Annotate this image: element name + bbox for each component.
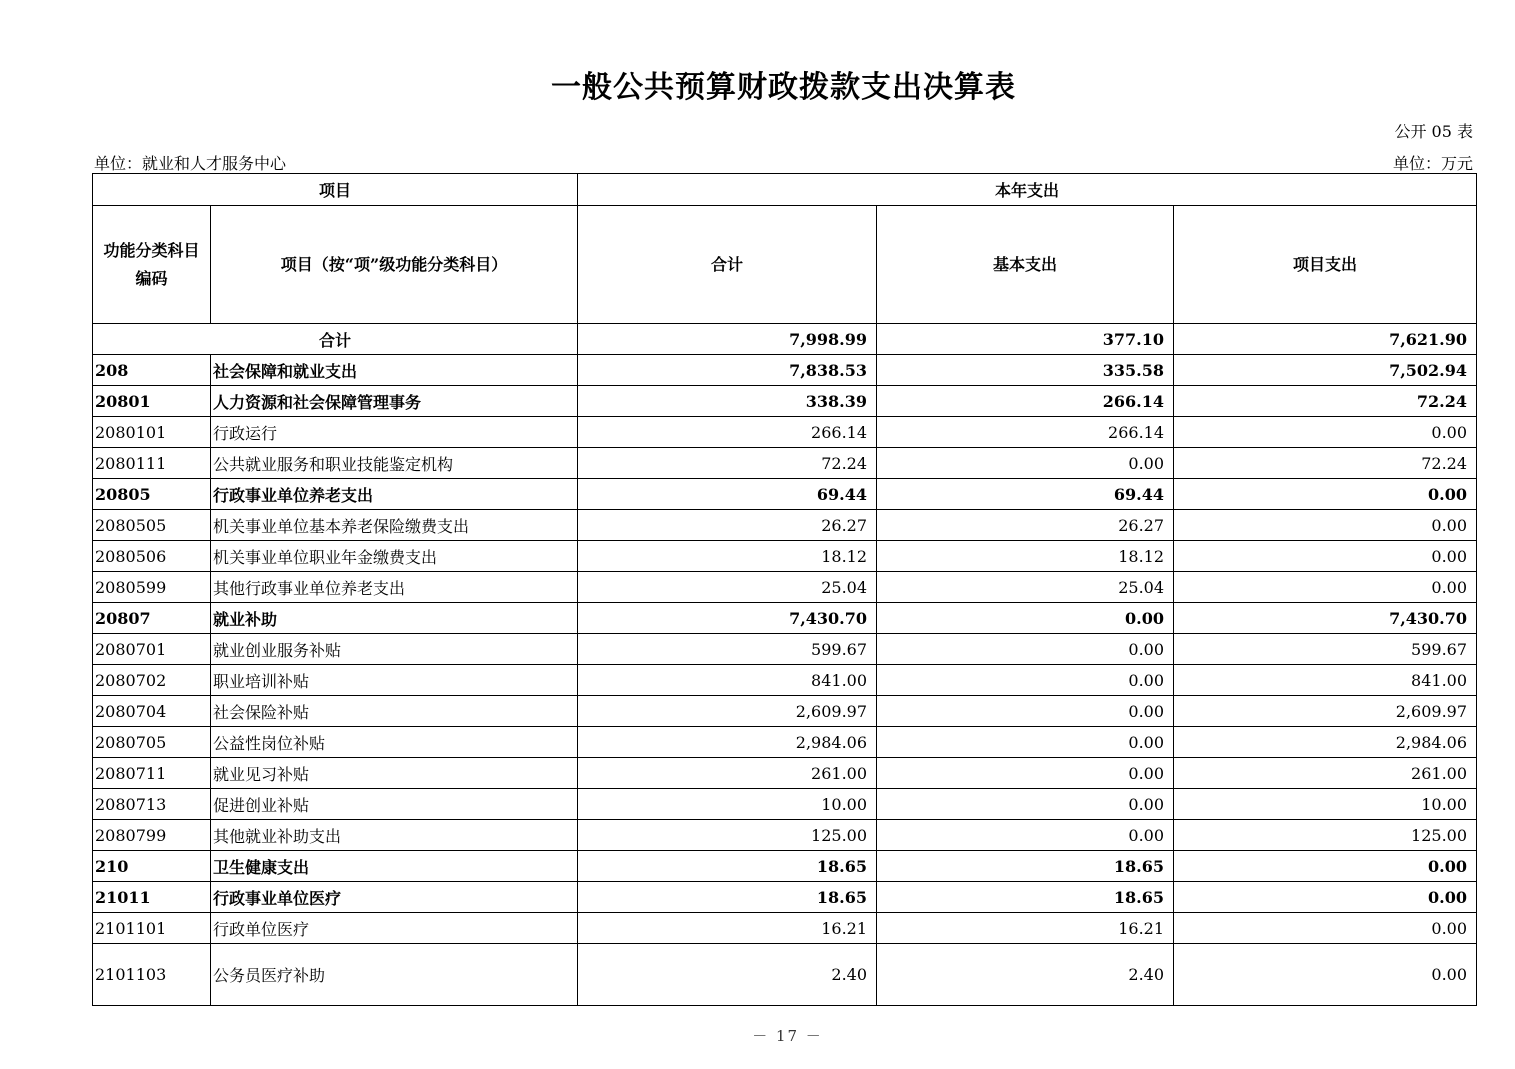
row-basic: 0.00 <box>877 634 1174 665</box>
row-code: 2080505 <box>93 510 211 541</box>
row-project: 2,609.97 <box>1174 696 1477 727</box>
row-code: 2080713 <box>93 789 211 820</box>
page-title: 一般公共预算财政拨款支出决算表 <box>551 70 1016 105</box>
row-project: 125.00 <box>1174 820 1477 851</box>
row-project: 0.00 <box>1174 851 1477 882</box>
row-project: 7,502.94 <box>1174 355 1477 386</box>
row-project: 261.00 <box>1174 758 1477 789</box>
row-project: 0.00 <box>1174 417 1477 448</box>
table-row <box>93 541 1477 572</box>
row-code: 20807 <box>93 603 211 634</box>
header-basic: 基本支出 <box>877 206 1174 324</box>
row-total: 261.00 <box>578 758 877 789</box>
row-total: 266.14 <box>578 417 877 448</box>
header-item: 项目（按“项”级功能分类科目） <box>211 206 578 324</box>
table-row <box>93 572 1477 603</box>
row-code: 210 <box>93 851 211 882</box>
row-item-name: 就业补助 <box>211 603 578 634</box>
row-project: 841.00 <box>1174 665 1477 696</box>
total-project: 7,621.90 <box>1174 324 1477 355</box>
budget-table <box>92 173 1477 1006</box>
unit-currency: 单位：万元 <box>1392 154 1473 173</box>
row-total: 16.21 <box>578 913 877 944</box>
row-code: 2101101 <box>93 913 211 944</box>
unit-organization: 单位：就业和人才服务中心 <box>94 154 287 173</box>
table-row <box>93 789 1477 820</box>
row-basic: 0.00 <box>877 696 1174 727</box>
table-row <box>93 510 1477 541</box>
row-code: 208 <box>93 355 211 386</box>
row-project: 0.00 <box>1174 510 1477 541</box>
row-basic: 25.04 <box>877 572 1174 603</box>
table-row <box>93 479 1477 510</box>
table-row <box>93 417 1477 448</box>
row-total: 599.67 <box>578 634 877 665</box>
row-code: 2080711 <box>93 758 211 789</box>
row-project: 0.00 <box>1174 541 1477 572</box>
row-item-name: 机关事业单位基本养老保险缴费支出 <box>211 510 578 541</box>
row-total: 26.27 <box>578 510 877 541</box>
row-project: 0.00 <box>1174 944 1477 1006</box>
row-total: 18.65 <box>578 882 877 913</box>
row-project: 0.00 <box>1174 882 1477 913</box>
row-item-name: 就业见习补贴 <box>211 758 578 789</box>
total-amount: 7,998.99 <box>578 324 877 355</box>
row-code: 2080701 <box>93 634 211 665</box>
row-basic: 18.65 <box>877 851 1174 882</box>
table-row <box>93 665 1477 696</box>
row-item-name: 人力资源和社会保障管理事务 <box>211 386 578 417</box>
row-total: 7,838.53 <box>578 355 877 386</box>
row-code: 20801 <box>93 386 211 417</box>
header-code: 功能分类科目编码 <box>93 206 211 324</box>
total-label: 合计 <box>93 324 578 355</box>
table-row <box>93 448 1477 479</box>
row-basic: 266.14 <box>877 386 1174 417</box>
row-total: 841.00 <box>578 665 877 696</box>
row-basic: 16.21 <box>877 913 1174 944</box>
row-item-name: 促进创业补贴 <box>211 789 578 820</box>
page-number: － 17 － <box>752 1027 823 1045</box>
row-total: 69.44 <box>578 479 877 510</box>
row-project: 2,984.06 <box>1174 727 1477 758</box>
row-item-name: 公务员医疗补助 <box>211 944 578 1006</box>
row-basic: 18.12 <box>877 541 1174 572</box>
row-total: 338.39 <box>578 386 877 417</box>
table-row <box>93 386 1477 417</box>
row-code: 2101103 <box>93 944 211 1006</box>
row-basic: 0.00 <box>877 665 1174 696</box>
row-total: 18.12 <box>578 541 877 572</box>
row-code: 2080799 <box>93 820 211 851</box>
header-project-expense: 项目支出 <box>1174 206 1477 324</box>
row-total: 2.40 <box>578 944 877 1006</box>
row-item-name: 公共就业服务和职业技能鉴定机构 <box>211 448 578 479</box>
row-code: 2080705 <box>93 727 211 758</box>
row-item-name: 社会保障和就业支出 <box>211 355 578 386</box>
table-row <box>93 820 1477 851</box>
row-code: 2080506 <box>93 541 211 572</box>
table-row <box>93 758 1477 789</box>
table-row <box>93 882 1477 913</box>
row-project: 72.24 <box>1174 386 1477 417</box>
row-basic: 26.27 <box>877 510 1174 541</box>
row-project: 72.24 <box>1174 448 1477 479</box>
row-item-name: 其他行政事业单位养老支出 <box>211 572 578 603</box>
table-row <box>93 355 1477 386</box>
row-code: 2080702 <box>93 665 211 696</box>
row-code: 2080704 <box>93 696 211 727</box>
row-code: 21011 <box>93 882 211 913</box>
row-code: 2080111 <box>93 448 211 479</box>
row-project: 10.00 <box>1174 789 1477 820</box>
total-row <box>93 324 1477 355</box>
header-current-year-expense: 本年支出 <box>578 174 1477 206</box>
row-project: 0.00 <box>1174 913 1477 944</box>
header-total: 合计 <box>578 206 877 324</box>
row-item-name: 行政单位医疗 <box>211 913 578 944</box>
row-total: 2,984.06 <box>578 727 877 758</box>
row-basic: 266.14 <box>877 417 1174 448</box>
table-row <box>93 913 1477 944</box>
row-item-name: 就业创业服务补贴 <box>211 634 578 665</box>
row-total: 2,609.97 <box>578 696 877 727</box>
row-project: 0.00 <box>1174 572 1477 603</box>
header-project: 项目 <box>93 174 578 206</box>
row-basic: 0.00 <box>877 820 1174 851</box>
header-row-2 <box>93 206 1477 324</box>
table-row <box>93 727 1477 758</box>
row-total: 72.24 <box>578 448 877 479</box>
row-total: 7,430.70 <box>578 603 877 634</box>
row-item-name: 职业培训补贴 <box>211 665 578 696</box>
row-item-name: 卫生健康支出 <box>211 851 578 882</box>
row-code: 2080101 <box>93 417 211 448</box>
row-basic: 0.00 <box>877 603 1174 634</box>
row-basic: 335.58 <box>877 355 1174 386</box>
row-code: 20805 <box>93 479 211 510</box>
row-project: 599.67 <box>1174 634 1477 665</box>
row-item-name: 机关事业单位职业年金缴费支出 <box>211 541 578 572</box>
budget-table-body <box>93 174 1477 1006</box>
table-row <box>93 851 1477 882</box>
row-basic: 0.00 <box>877 448 1174 479</box>
table-row <box>93 603 1477 634</box>
row-basic: 18.65 <box>877 882 1174 913</box>
row-total: 25.04 <box>578 572 877 603</box>
table-row <box>93 696 1477 727</box>
row-item-name: 行政运行 <box>211 417 578 448</box>
row-project: 7,430.70 <box>1174 603 1477 634</box>
row-item-name: 行政事业单位养老支出 <box>211 479 578 510</box>
row-total: 125.00 <box>578 820 877 851</box>
row-basic: 69.44 <box>877 479 1174 510</box>
row-item-name: 公益性岗位补贴 <box>211 727 578 758</box>
row-code: 2080599 <box>93 572 211 603</box>
table-row <box>93 944 1477 1006</box>
row-item-name: 行政事业单位医疗 <box>211 882 578 913</box>
header-row-1 <box>93 174 1477 206</box>
row-basic: 0.00 <box>877 727 1174 758</box>
row-basic: 0.00 <box>877 758 1174 789</box>
row-total: 18.65 <box>578 851 877 882</box>
row-basic: 2.40 <box>877 944 1174 1006</box>
total-basic: 377.10 <box>877 324 1174 355</box>
row-basic: 0.00 <box>877 789 1174 820</box>
table-row <box>93 634 1477 665</box>
row-project: 0.00 <box>1174 479 1477 510</box>
table-number: 公开 05 表 <box>1394 122 1473 141</box>
row-total: 10.00 <box>578 789 877 820</box>
row-item-name: 其他就业补助支出 <box>211 820 578 851</box>
row-item-name: 社会保险补贴 <box>211 696 578 727</box>
